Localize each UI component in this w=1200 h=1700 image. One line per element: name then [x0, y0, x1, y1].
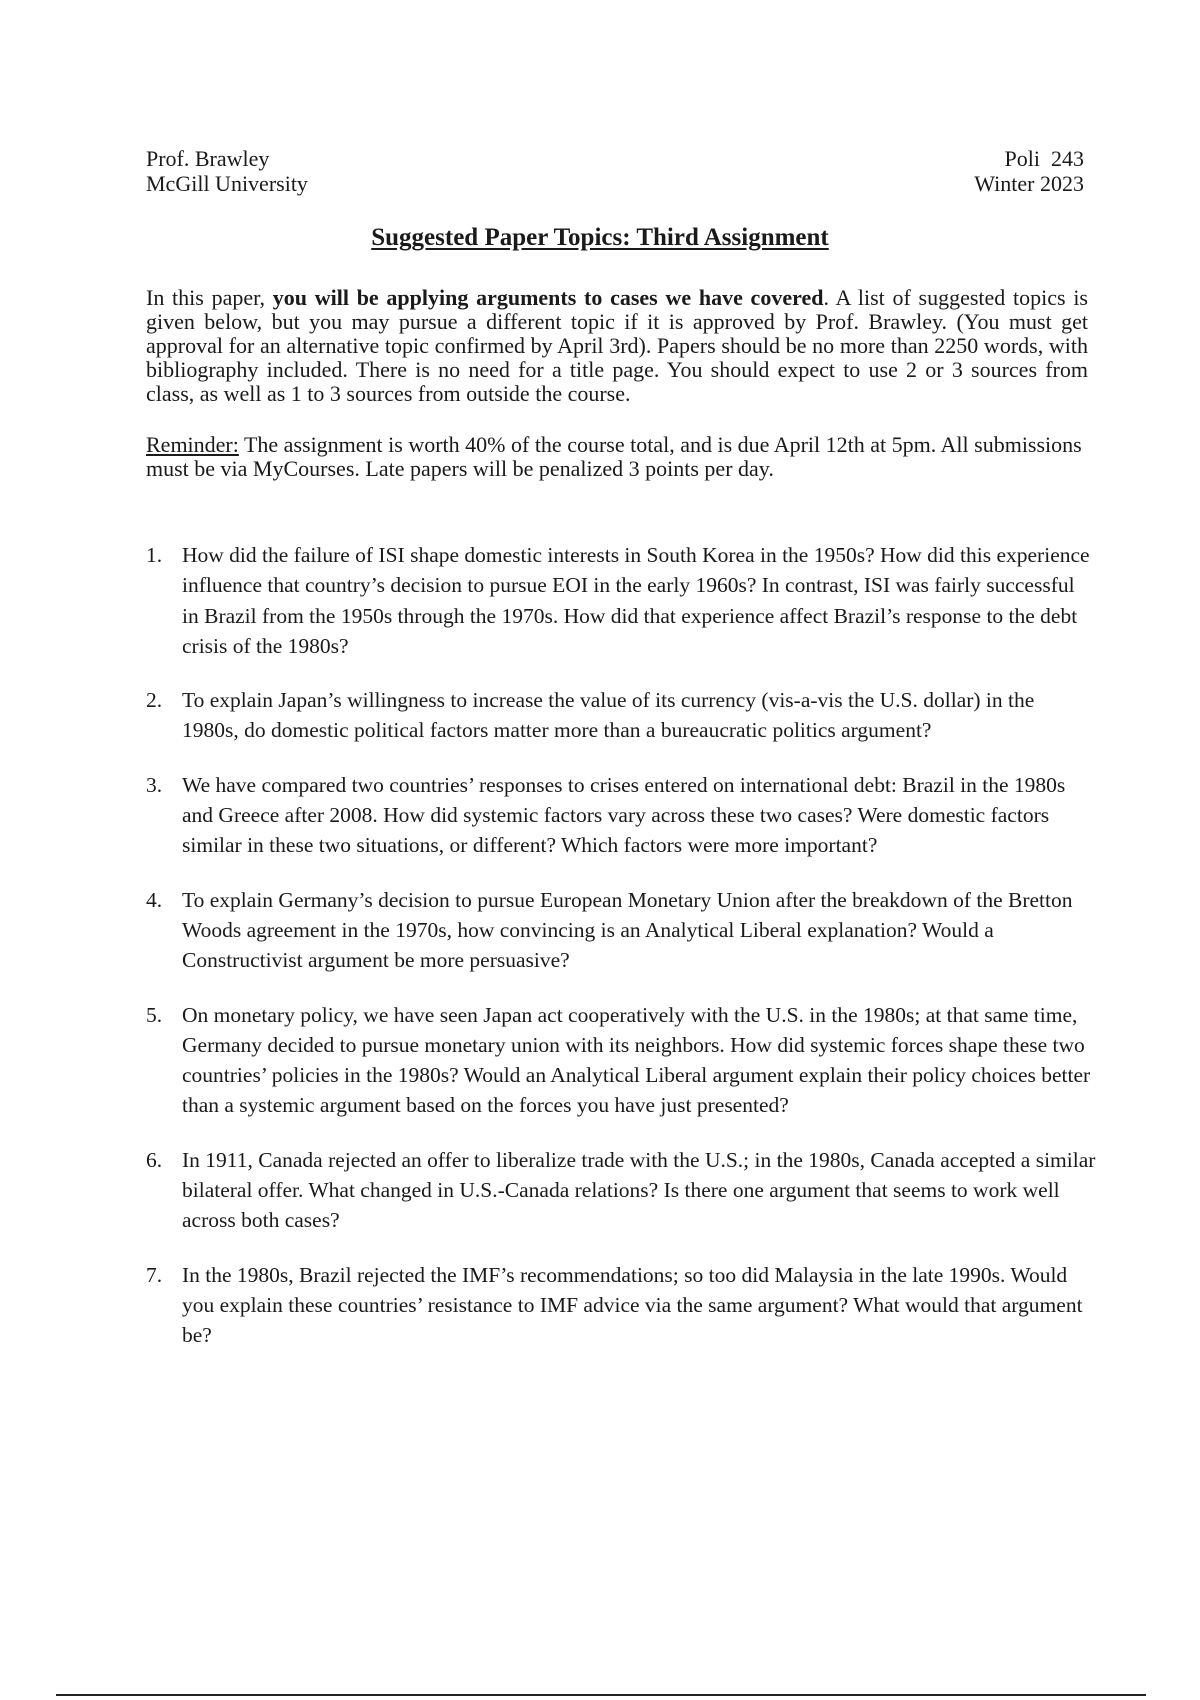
topic-item-5	[146, 1000, 1096, 1121]
topic-item-2	[146, 685, 1096, 746]
intro-emphasis: you will be applying arguments to cases we have covered	[272, 285, 824, 310]
intro-rest: . A list of suggested topics is given below, but you may pursue a different topic if it is approved by Prof. Brawley. (You must get approval for an alternative topic confirmed by April 3rd). Papers should be no more than 2250 words, with bibliography included. There is no need for a title page. You should expect to use 2 or 3 sources from class, as well as 1 to 3 sources from outside the course.	[146, 285, 1088, 406]
topic-text: To explain Japan’s willingness to increase the value of its currency (vis-a-vis the U.S. dollar) in the 1980s, do domestic political factors matter more than a bureaucratic politics argument?	[182, 688, 1035, 743]
topic-item-7	[146, 1260, 1096, 1351]
topic-item-3	[146, 770, 1096, 861]
topic-text: To explain Germany’s decision to pursue European Monetary Union after the breakdown of the Bretton Woods agreement in the 1970s, how convincing is an Analytical Liberal explanation? Would a Constructivist argument be more persuasive?	[182, 887, 1073, 973]
topic-number: 6.	[146, 1147, 163, 1172]
footer-divider	[56, 1694, 1146, 1696]
topic-text: On monetary policy, we have seen Japan act cooperatively with the U.S. in the 1980s; at that same time, Germany decided to pursue monetary union with its neighbors. How did systemic forces shape these two countries’ policies in the 1980s? Would an Analytical Liberal argument explain their policy choices better than a systemic argument based on the forces you have just presented?	[182, 1002, 1091, 1118]
topic-text: In the 1980s, Brazil rejected the IMF’s recommendations; so too did Malaysia in the late 1990s. Would you explain these countries’ resistance to IMF advice via the same argument? What would that argument be?	[182, 1262, 1083, 1348]
topic-number: 5.	[146, 1002, 163, 1027]
header-right-block	[974, 146, 1084, 196]
page-title: Suggested Paper Topics: Third Assignment	[371, 224, 829, 251]
topic-item-6	[146, 1145, 1096, 1236]
header-left-block	[146, 146, 308, 196]
topic-number: 7.	[146, 1262, 163, 1287]
topic-item-1	[146, 540, 1096, 661]
professor-name: Prof. Brawley	[146, 146, 270, 171]
topic-item-4	[146, 885, 1096, 976]
reminder-label: Reminder:	[146, 432, 239, 457]
document-header	[146, 146, 1084, 196]
topic-number: 3.	[146, 772, 163, 797]
topic-number: 1.	[146, 543, 163, 567]
intro-lead: In this paper,	[146, 285, 273, 310]
reminder-paragraph	[146, 433, 1088, 481]
topic-number: 4.	[146, 887, 163, 912]
term: Winter 2023	[974, 171, 1084, 196]
intro-paragraph	[146, 286, 1088, 406]
topic-number: 2.	[146, 688, 163, 713]
topic-text: We have compared two countries’ responses to crises entered on international debt: Brazil in the 1980s and Greece after 2008. How did systemic factors vary across these two cases? Were domestic factors similar in these two situations, or different? Which factors were more important?	[182, 772, 1066, 858]
university-name: McGill University	[146, 171, 308, 196]
course-code: Poli 243	[1004, 146, 1084, 171]
reminder-text: The assignment is worth 40% of the course total, and is due April 12th at 5pm. All submissions must be via MyCourses. Late papers will be penalized 3 points per day.	[146, 432, 1082, 481]
topic-text: How did the failure of ISI shape domestic interests in South Korea in the 1950s? How did this experience influence that country’s decision to pursue EOI in the early 1960s? In contrast, ISI was fairly successful in Brazil from the 1950s through the 1970s. How did that experience affect Brazil’s response to the debt crisis of the 1980s?	[182, 543, 1090, 658]
topic-list	[146, 540, 1096, 1375]
topic-text: In 1911, Canada rejected an offer to liberalize trade with the U.S.; in the 1980s, Canada accepted a similar bilateral offer. What changed in U.S.-Canada relations? Is there one argument that seems to work well across both cases?	[182, 1147, 1096, 1233]
